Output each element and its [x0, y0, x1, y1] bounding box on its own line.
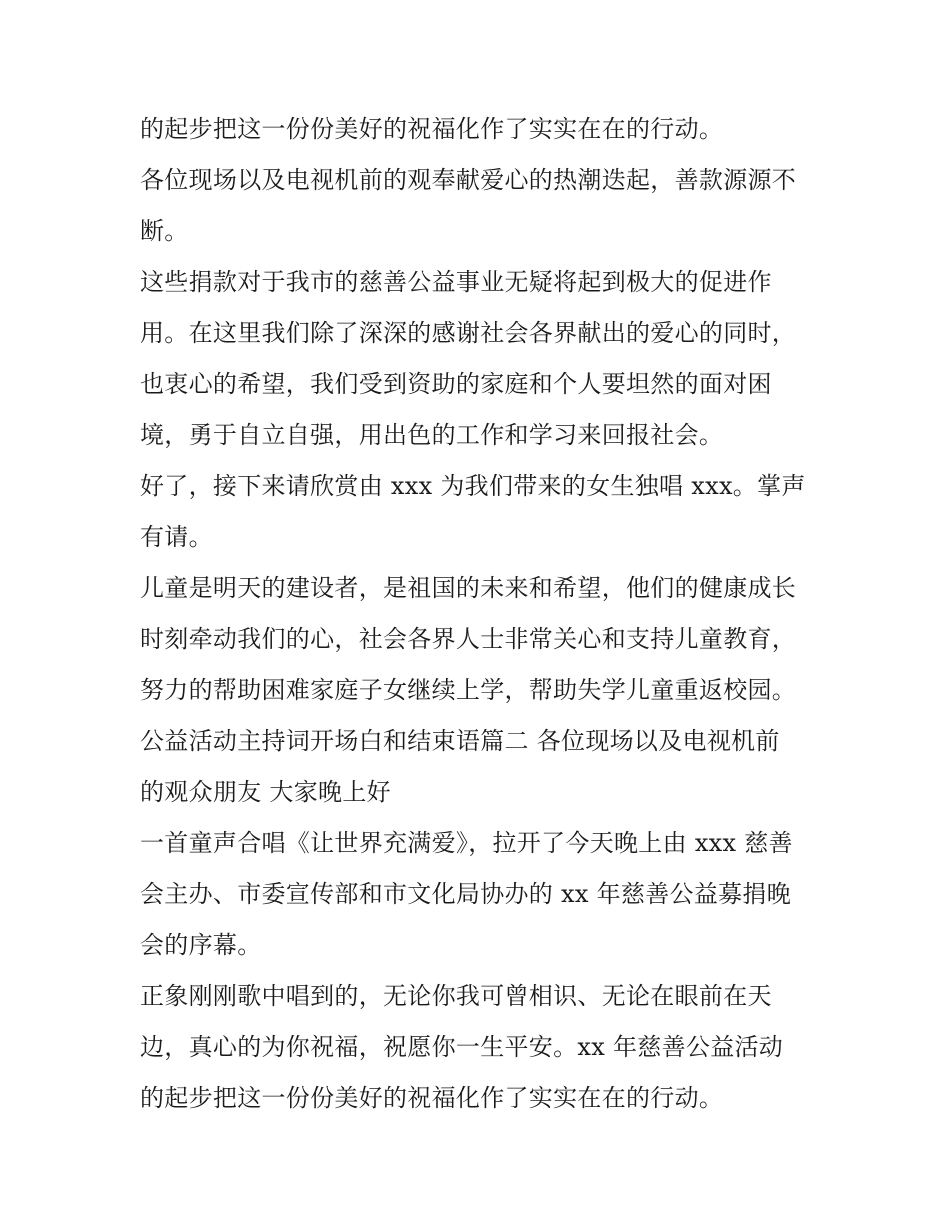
- text-line: 好了，接下来请欣赏由 xxx 为我们带来的女生独唱 xxx。掌声: [140, 472, 806, 500]
- text-line: 境，勇于自立自强，用出色的工作和学习来回报社会。: [140, 421, 724, 449]
- text-line: 一首童声合唱《让世界充满爱》，拉开了今天晚上由 xxx 慈善: [140, 829, 793, 857]
- text-line: 儿童是明天的建设者，是祖国的未来和希望，他们的健康成长: [140, 574, 797, 602]
- text-line: 正象刚刚歌中唱到的，无论你我可曾相识、无论在眼前在天: [140, 982, 772, 1010]
- text-line: 也衷心的希望，我们受到资助的家庭和个人要坦然的面对困: [140, 370, 772, 398]
- text-line: 断。: [140, 217, 189, 245]
- text-line: 用。在这里我们除了深深的感谢社会各界献出的爱心的同时，: [140, 319, 797, 347]
- text-line: 时刻牵动我们的心，社会各界人士非常关心和支持儿童教育，: [140, 625, 797, 653]
- text-line: 努力的帮助困难家庭子女继续上学，帮助失学儿童重返校园。: [140, 676, 797, 704]
- text-line: 的起步把这一份份美好的祝福化作了实实在在的行动。: [140, 115, 724, 143]
- text-line: 会主办、市委宣传部和市文化局协办的 xx 年慈善公益募捐晚: [140, 880, 792, 908]
- text-line: 有请。: [140, 523, 213, 551]
- document-body: [140, 104, 820, 1124]
- text-line: 会的序幕。: [140, 931, 262, 959]
- text-line: 的观众朋友 大家晚上好: [140, 778, 391, 806]
- text-line: 这些捐款对于我市的慈善公益事业无疑将起到极大的促进作: [140, 268, 772, 296]
- text-line: 的起步把这一份份美好的祝福化作了实实在在的行动。: [140, 1084, 724, 1112]
- text-line: 各位现场以及电视机前的观奉献爱心的热潮迭起，善款源源不: [140, 166, 797, 194]
- text-line: 公益活动主持词开场白和结束语篇二 各位现场以及电视机前: [140, 727, 780, 755]
- text-line: 边，真心的为你祝福，祝愿你一生平安。xx 年慈善公益活动: [140, 1033, 784, 1061]
